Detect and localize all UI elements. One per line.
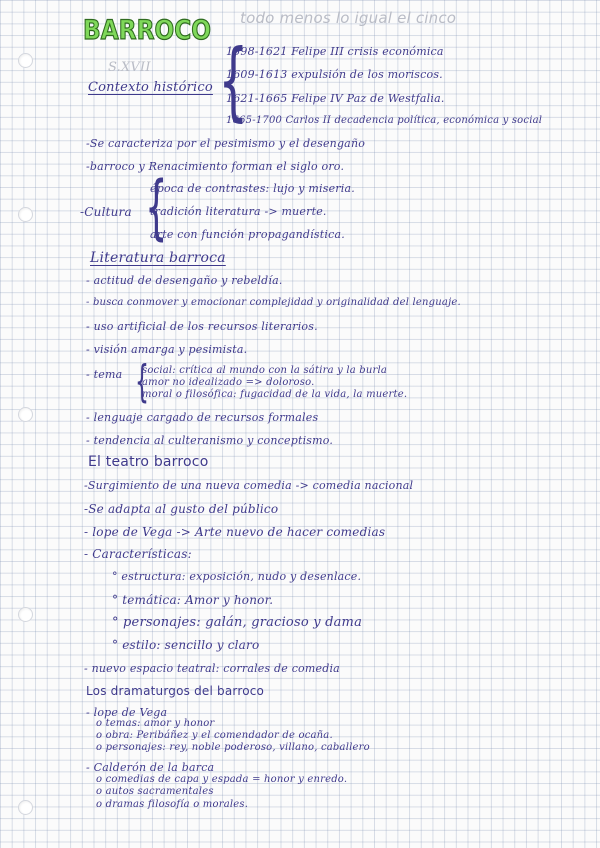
header-note: todo menos lo igual el cinco: [240, 9, 457, 27]
culture-label: -Cultura: [80, 205, 132, 219]
literature-item: - visión amarga y pesimista.: [86, 343, 248, 356]
brace: {: [135, 356, 149, 407]
page-title: [80, 8, 215, 48]
brace: {: [218, 31, 249, 131]
context-item: 1609-1613 expulsión de los moriscos.: [226, 68, 443, 81]
context-label: Contexto histórico: [88, 80, 213, 95]
context-item: 1598-1621 Felipe III crisis económica: [226, 45, 444, 58]
binder-hole: [18, 407, 33, 422]
playwright-detail: o obra: Peribáñez y el comendador de ocaña.: [96, 730, 333, 741]
feature-item: ° estructura: exposición, nudo y desenlace.: [112, 570, 362, 583]
literature-item: - uso artificial de los recursos literarios.: [86, 320, 318, 333]
binder-hole: [18, 800, 33, 815]
binder-hole: [18, 207, 33, 222]
literature-item: - busca conmover y emocionar complejidad y originalidad del lenguaje.: [86, 297, 461, 308]
playwright-detail: o autos sacramentales: [96, 786, 214, 797]
feature-item: ° temática: Amor y honor.: [112, 593, 274, 607]
theme-item: amor no idealizado => doloroso.: [142, 377, 315, 388]
theatre-space: - nuevo espacio teatral: corrales de comedia: [84, 662, 340, 675]
literature-item: - tendencia al culteranismo y conceptismo.: [86, 434, 334, 447]
playwright-detail: o comedias de capa y espada = honor y enredo.: [96, 774, 348, 785]
playwright-detail: o personajes: rey, noble poderoso, villano, caballero: [96, 742, 370, 753]
culture-item: arte con función propagandística.: [150, 228, 345, 241]
context-item: 1665-1700 Carlos II decadencia política, económica y social: [226, 115, 543, 126]
brace: {: [145, 166, 168, 248]
literature-item: - lenguaje cargado de recursos formales: [86, 411, 319, 424]
binder-hole: [18, 53, 33, 68]
theme-item: moral o filosófica: fugacidad de la vida, la muerte.: [142, 389, 408, 400]
literature-heading: Literatura barroca: [90, 250, 226, 266]
playwright-detail: o dramas filosofía o morales.: [96, 799, 249, 810]
century-label: S.XVII: [108, 60, 151, 75]
themes-label: - tema: [86, 368, 123, 381]
theatre-item: -Se adapta al gusto del público: [84, 502, 279, 516]
intro-line: -barroco y Renacimiento forman el siglo oro.: [86, 160, 345, 173]
playwright-name: - lope de Vega: [86, 706, 168, 719]
playwright-name: - Calderón de la barca: [86, 761, 215, 774]
theatre-item: -Surgimiento de una nueva comedia -> comedia nacional: [84, 479, 414, 492]
context-item: 1621-1665 Felipe IV Paz de Westfalia.: [226, 92, 445, 105]
binder-hole: [18, 607, 33, 622]
literature-item: - actitud de desengaño y rebeldía.: [86, 274, 283, 287]
page-title-text: BARROCO: [83, 15, 211, 46]
feature-item: ° personajes: galán, gracioso y dama: [112, 615, 363, 630]
feature-item: ° estilo: sencillo y claro: [112, 638, 260, 652]
theatre-heading: El teatro barroco: [88, 454, 209, 470]
theme-item: social: crítica al mundo con la sátira y la burla: [142, 365, 388, 376]
intro-line: -Se caracteriza por el pesimismo y el desengaño: [86, 137, 366, 150]
playwrights-heading: Los dramaturgos del barroco: [86, 684, 265, 698]
culture-item: tradición literatura -> muerte.: [150, 205, 327, 218]
culture-item: época de contrastes: lujo y miseria.: [150, 182, 355, 195]
theatre-item: - lope de Vega -> Arte nuevo de hacer comedias: [84, 525, 386, 539]
playwright-detail: o temas: amor y honor: [96, 718, 215, 729]
theatre-item: - Características:: [84, 547, 192, 561]
